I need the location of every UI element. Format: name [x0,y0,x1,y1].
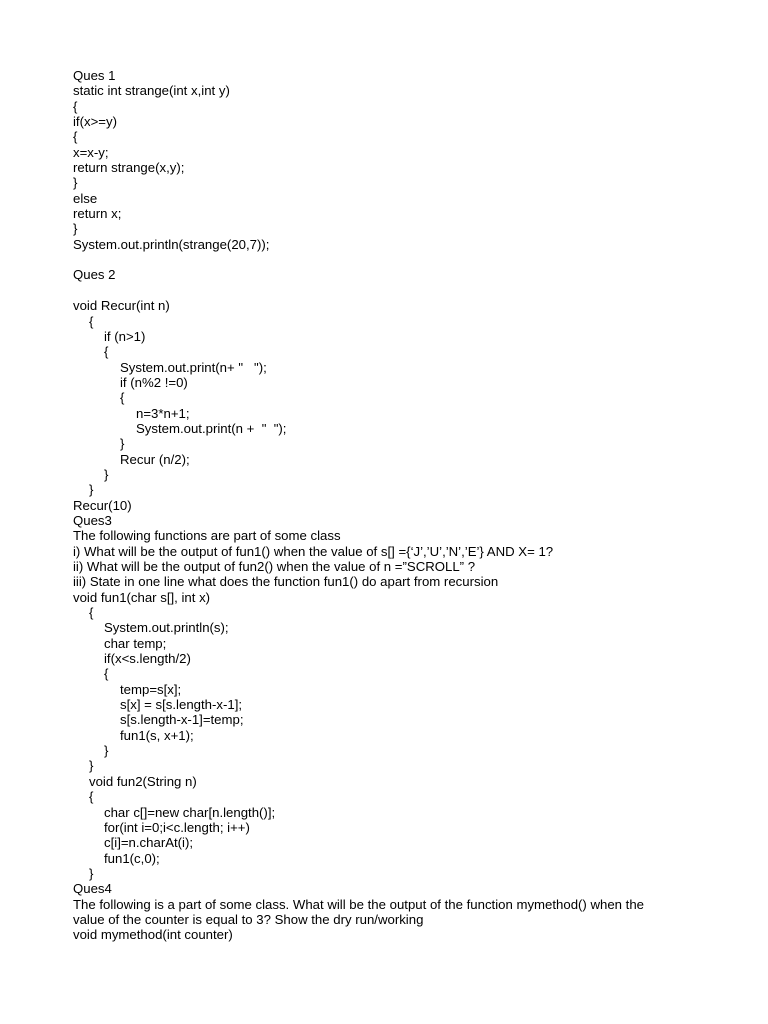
text-line: The following is a part of some class. What will be the output of the function mymethod() when the [73,896,645,912]
text-line: i) What will be the output of fun1() when the value of s[] ={‘J’,’U’,’N’,’E’} AND X= 1? [73,543,554,559]
text-line: value of the counter is equal to 3? Show the dry run/working [73,911,424,927]
text-line: s[x] = s[s.length-x-1]; [120,697,243,713]
text-line: if(x>=y) [73,114,117,130]
text-line: return strange(x,y); [73,160,185,176]
text-line: temp=s[x]; [120,681,182,697]
text-line: } [104,743,109,759]
text-line: { [120,390,125,406]
text-line: Ques 2 [73,267,116,283]
document-text [73,68,713,943]
text-line: return x; [73,206,122,222]
blank-line [73,283,713,298]
text-line: void Recur(int n) [73,298,170,314]
text-line: s[s.length-x-1]=temp; [120,712,244,728]
text-line: Ques4 [73,881,112,897]
text-line: char c[]=new char[n.length()]; [104,804,276,820]
text-line: x=x-y; [73,144,109,160]
text-line: Ques 1 [73,68,116,83]
text-line: System.out.println(s); [104,620,229,636]
text-line: } [89,758,94,774]
text-line: { [89,313,94,329]
text-line: fun1(s, x+1); [120,727,194,743]
text-line: if(x<s.length/2) [104,651,191,667]
text-line: The following functions are part of some class [73,528,341,544]
text-line: for(int i=0;i<c.length; i++) [104,819,250,835]
text-line: if (n>1) [104,328,146,344]
text-line: fun1(c,0); [104,850,160,866]
text-line: { [73,98,78,114]
text-line: if (n%2 !=0) [120,374,188,390]
text-line: } [73,221,78,237]
text-line: } [104,466,109,482]
text-line: System.out.print(n + " "); [136,420,287,436]
text-line: void fun2(String n) [89,773,197,789]
text-line: { [104,666,109,682]
text-line: iii) State in one line what does the function fun1() do apart from recursion [73,574,499,590]
text-line: { [89,605,94,621]
text-line: } [89,482,94,498]
text-line: c[i]=n.charAt(i); [104,835,194,851]
blank-line [73,252,713,267]
text-line: { [104,344,109,360]
text-line: void mymethod(int counter) [73,927,233,943]
text-line: char temp; [104,635,167,651]
text-line: Recur (n/2); [120,451,190,467]
text-line: { [73,129,78,145]
text-line: Ques3 [73,512,112,528]
text-line: static int strange(int x,int y) [73,83,230,99]
text-line: void fun1(char s[], int x) [73,589,211,605]
text-line: else [73,190,98,206]
text-line: n=3*n+1; [136,405,190,421]
text-line: ii) What will be the output of fun2() when the value of n =”SCROLL” ? [73,559,476,574]
text-line: System.out.print(n+ " "); [120,359,267,375]
text-line: } [89,865,94,881]
text-line: } [120,436,125,452]
text-line: System.out.println(strange(20,7)); [73,236,270,252]
text-line: } [73,175,78,191]
text-line: { [89,789,94,805]
text-line: Recur(10) [73,497,132,513]
